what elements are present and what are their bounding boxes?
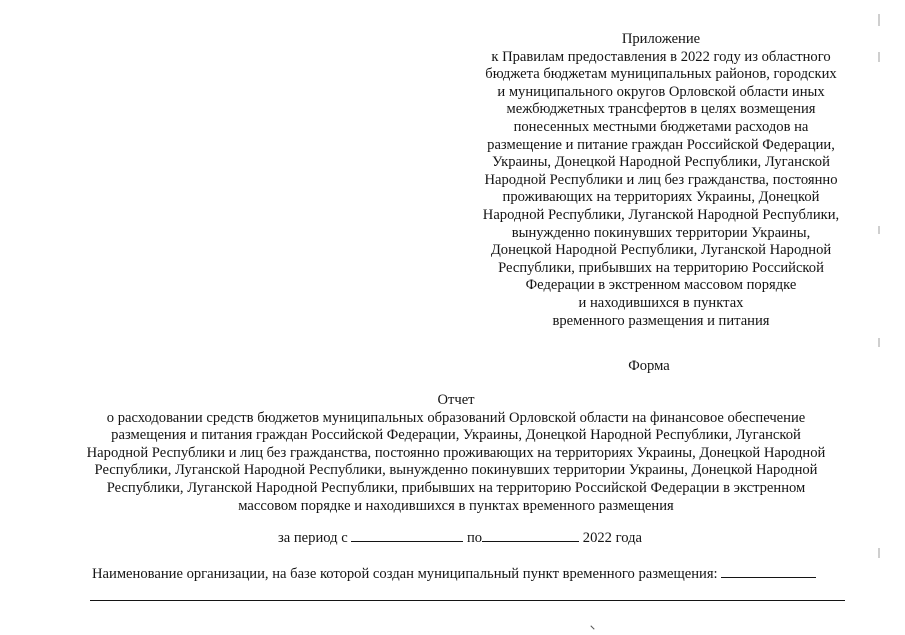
appendix-line: Республики, прибывших на территорию Российской: [498, 259, 824, 276]
scan-artifact: [878, 226, 880, 234]
report-block: [40, 392, 872, 515]
period-start-field[interactable]: [351, 528, 463, 542]
appendix-line: вынужденно покинувших территории Украины,: [511, 224, 811, 241]
appendix-line: и муниципального округов Орловской области иных: [497, 83, 825, 100]
organization-label: Наименование организации, на базе которой создан муниципальный пункт временного размещения:: [92, 566, 718, 582]
scan-artifact: [878, 52, 880, 62]
scan-artifact: [878, 548, 880, 558]
appendix-line: размещение и питание граждан Российской Федерации,: [487, 136, 835, 153]
report-period: [180, 528, 740, 548]
appendix-line: временного размещения и питания: [552, 312, 770, 329]
period-middle: по: [467, 530, 483, 546]
report-description-line: о расходовании средств бюджетов муниципальных образований Орловской области на финансовое обеспечение: [106, 409, 806, 426]
appendix-block: [455, 31, 867, 330]
organization-row: [92, 564, 816, 584]
appendix-line: Украины, Донецкой Народной Республики, Луганской: [492, 154, 830, 171]
report-title: Отчет: [437, 392, 475, 408]
report-description-line: Республики, Луганской Народной Республики, вынужденно покинувших территории Украины, Донецкой Народной: [94, 462, 818, 479]
period-prefix: за период с: [277, 530, 348, 546]
report-description-line: Республики, Луганской Народной Республики, прибывших на территорию Российской Федерации в экстренном: [106, 479, 806, 496]
appendix-line: межбюджетных трансфертов в целях возмещения: [506, 101, 816, 118]
appendix-line: и находившихся в пунктах: [578, 294, 744, 311]
scan-artifact: [878, 338, 880, 347]
report-description-line: размещения и питания граждан Российской Федерации, Украины, Донецкой Народной Республики, Луганской: [111, 427, 801, 444]
report-description-line: Народной Республики и лиц без гражданства, постоянно проживающих на территориях Украины, Донецкой Народной: [86, 444, 826, 461]
appendix-line: к Правилам предоставления в 2022 году из областного: [491, 48, 831, 65]
appendix-line: Донецкой Народной Республики, Луганской Народной: [490, 242, 832, 259]
organization-name-field[interactable]: [721, 564, 816, 578]
scan-artifact: [878, 14, 880, 26]
period-suffix: 2022 года: [582, 530, 643, 546]
appendix-line: Народной Республики и лиц без гражданства, постоянно: [484, 171, 838, 188]
appendix-line: проживающих на территориях Украины, Донецкой: [502, 189, 820, 206]
appendix-heading: Приложение: [621, 31, 701, 47]
appendix-line: Народной Республики, Луганской Народной Республики,: [482, 206, 840, 223]
appendix-line: Федерации в экстренном массовом порядке: [525, 277, 797, 294]
organization-name-continuation-line[interactable]: [90, 600, 845, 601]
appendix-line: бюджета бюджетам муниципальных районов, городских: [485, 66, 837, 83]
form-label: Форма: [628, 358, 670, 374]
report-description-line: массовом порядке и находившихся в пунктах временного размещения: [238, 497, 674, 514]
appendix-line: понесенных местными бюджетами расходов на: [513, 118, 809, 135]
period-end-field[interactable]: [482, 528, 579, 542]
scan-speck: [590, 625, 594, 629]
